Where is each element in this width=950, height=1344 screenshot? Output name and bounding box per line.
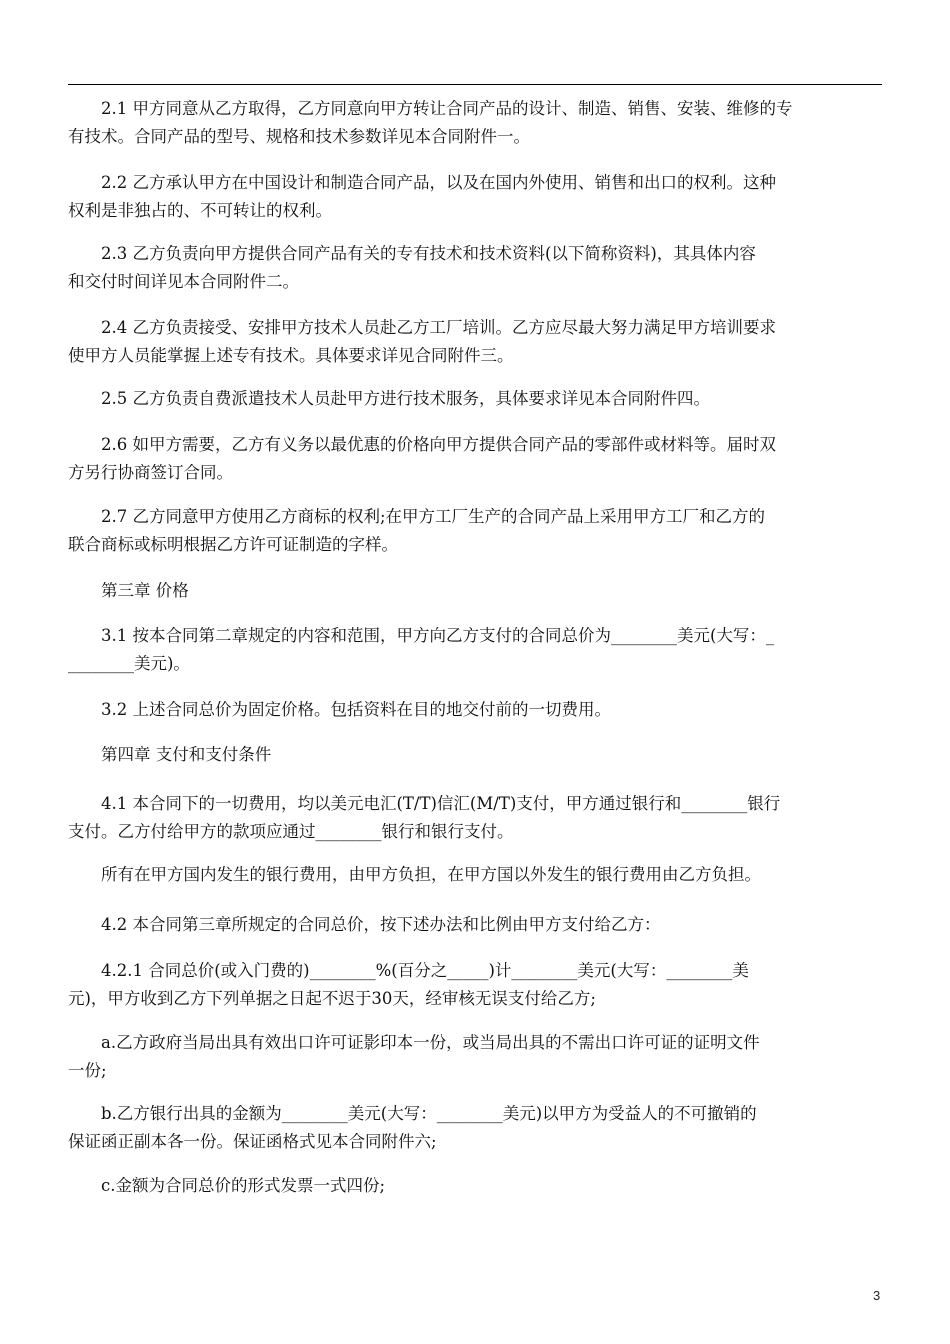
paragraph-line: ________美元)。 [68, 654, 190, 673]
paragraph-line: 和交付时间详见本合同附件二。 [68, 272, 299, 291]
paragraph-line: a.乙方政府当局出具有效出口许可证影印本一份，或当局出具的不需出口许可证的证明文件 [68, 1033, 760, 1052]
paragraph-line: 第三章 价格 [68, 581, 189, 600]
paragraph-line: 3.2 上述合同总价为固定价格。包括资料在目的地交付前的一切费用。 [68, 700, 611, 719]
paragraph [68, 169, 884, 225]
paragraph-line: 4.1 本合同下的一切费用，均以美元电汇(T/T)信汇(M/T)支付，甲方通过银行和________银行 [68, 794, 781, 813]
paragraph-line: 元)，甲方收到乙方下列单据之日起不迟于30天，经审核无误支付给乙方; [68, 989, 596, 1008]
paragraph-line: 2.3 乙方负责向甲方提供合同产品有关的专有技术和技术资料(以下简称资料)，其具体内容 [68, 244, 756, 263]
paragraph [68, 95, 884, 151]
page-number: 3 [873, 1288, 881, 1303]
paragraph-line: 3.1 按本合同第二章规定的内容和范围，甲方向乙方支付的合同总价为________美元(大写：_ [68, 626, 775, 645]
paragraph-line: 使甲方人员能掌握上述专有技术。具体要求详见合同附件三。 [68, 346, 514, 365]
paragraph-line: c.金额为合同总价的形式发票一式四份; [68, 1176, 386, 1195]
paragraph [68, 957, 884, 1013]
paragraph-line: b.乙方银行出具的金额为________美元(大写：________美元)以甲方为受益人的不可撤销的 [68, 1104, 757, 1123]
paragraph-line: 权利是非独占的、不可转让的权利。 [68, 201, 332, 220]
paragraph-line: 保证函正副本各一份。保证函格式见本合同附件六; [68, 1132, 437, 1151]
paragraph-line: 一份; [68, 1061, 107, 1080]
paragraph [68, 1100, 884, 1156]
paragraph-line: 2.6 如甲方需要，乙方有义务以最优惠的价格向甲方提供合同产品的零部件或材料等。届时双 [68, 435, 776, 454]
paragraph-line: 方另行协商签订合同。 [68, 463, 233, 482]
paragraph [68, 1029, 884, 1085]
paragraph-line: 支付。乙方付给甲方的款项应通过________银行和银行支付。 [68, 822, 514, 841]
header-rule [68, 84, 882, 85]
paragraph [68, 240, 884, 296]
paragraph [68, 696, 884, 724]
paragraph [68, 503, 884, 559]
paragraph-line: 所有在甲方国内发生的银行费用，由甲方负担，在甲方国以外发生的银行费用由乙方负担。 [68, 865, 761, 884]
paragraph-line: 第四章 支付和支付条件 [68, 745, 272, 764]
paragraph [68, 741, 884, 769]
paragraph-line: 4.2.1 合同总价(或入门费的)________%(百分之_____)计________美元(大写：________美 [68, 961, 749, 980]
paragraph [68, 1172, 884, 1200]
paragraph [68, 314, 884, 370]
paragraph [68, 577, 884, 605]
paragraph [68, 431, 884, 487]
paragraph [68, 790, 884, 846]
paragraph-line: 有技术。合同产品的型号、规格和技术参数详见本合同附件一。 [68, 127, 530, 146]
paragraph-line: 联合商标或标明根据乙方许可证制造的字样。 [68, 535, 398, 554]
paragraph-line: 2.7 乙方同意甲方使用乙方商标的权利;在甲方工厂生产的合同产品上采用甲方工厂和乙方的 [68, 507, 766, 526]
paragraph-line: 2.1 甲方同意从乙方取得，乙方同意向甲方转让合同产品的设计、制造、销售、安装、维修的专 [68, 99, 793, 118]
paragraph-line: 4.2 本合同第三章所规定的合同总价，按下述办法和比例由甲方支付给乙方： [68, 915, 661, 934]
paragraph-line: 2.2 乙方承认甲方在中国设计和制造合同产品，以及在国内外使用、销售和出口的权利。这种 [68, 173, 776, 192]
paragraph [68, 385, 884, 413]
paragraph [68, 911, 884, 939]
paragraph-line: 2.5 乙方负责自费派遣技术人员赴甲方进行技术服务，具体要求详见本合同附件四。 [68, 389, 710, 408]
paragraph [68, 861, 884, 889]
paragraph [68, 622, 884, 678]
paragraph-line: 2.4 乙方负责接受、安排甲方技术人员赴乙方工厂培训。乙方应尽最大努力满足甲方培训要求 [68, 318, 776, 337]
